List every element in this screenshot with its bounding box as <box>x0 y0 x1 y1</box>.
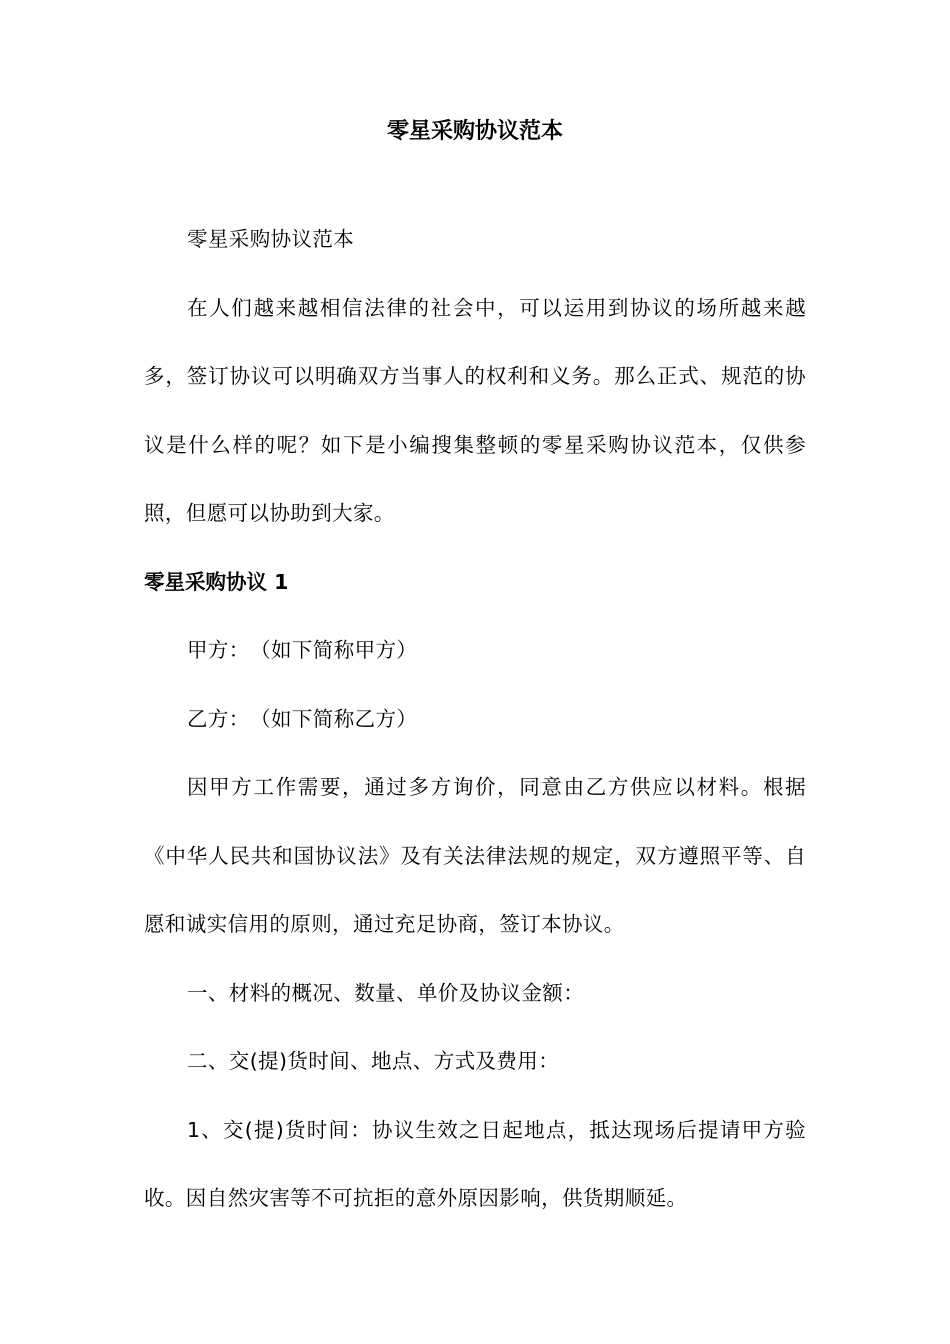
document-body <box>144 205 806 1233</box>
party-a-line: 甲方： （如下简称甲方） <box>187 638 418 662</box>
subtitle-paragraph: 零星采购协议范本 <box>187 227 355 251</box>
party-b-line: 乙方： （如下简称乙方） <box>187 706 418 731</box>
intro-paragraph: 在人们越来越相信法律的社会中，可以运用到协议的场所越来越多，签订协议可以明确双方当事人的权利和义务。那么正式、规范的协议是什么样的呢？如下是小编搜集整顿的零星采购协议范本，仅供参照，但愿可以协助到大家。 <box>144 295 806 525</box>
clause-2: 二、交(提)货时间、地点、方式及费用： <box>187 1049 560 1073</box>
preamble-paragraph: 因甲方工作需要，通过多方询价，同意由乙方供应以材料。根据《中华人民共和国协议法》及有关法律法规的规定，双方遵照平等、自愿和诚实信用的原则，通过充足协商，签订本协议。 <box>144 775 806 936</box>
document-title: 零星采购协议范本 <box>386 119 563 144</box>
clause-1: 一、材料的概况、数量、单价及协议金额： <box>187 980 585 1005</box>
clause-2-1: 1、交(提)货时间：协议生效之日起地点，抵达现场后提请甲方验收。因自然灾害等不可抗拒的意外原因影响，供货期顺延。 <box>144 1117 806 1210</box>
section-heading: 零星采购协议 1 <box>144 569 289 594</box>
